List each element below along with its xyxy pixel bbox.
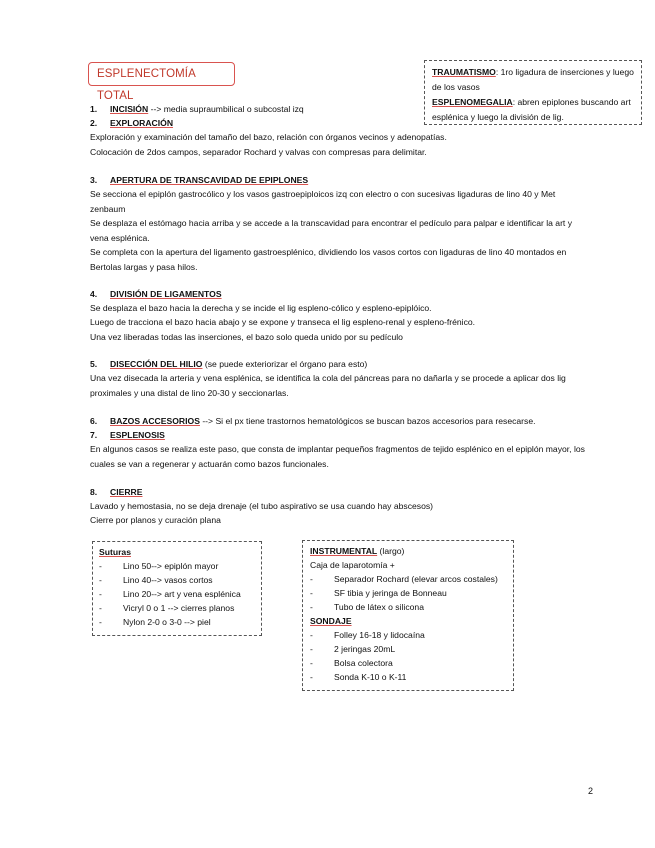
sondaje-item: [310, 628, 506, 642]
instrumental-item-text: Separador Rochard (elevar arcos costales): [334, 574, 498, 584]
instrumental-heading: [310, 544, 506, 558]
sutura-item: [99, 601, 255, 615]
sondaje-item-text: Sonda K-10 o K-11: [334, 672, 407, 682]
instrumental-item-text: SF tibia y jeringa de Bonneau: [334, 588, 447, 598]
section-3-paragraph-3: Se completa con la apertura del ligamento gastroesplénico, dividiendo los vasos cortos con ligaduras de lino 40 montados en Bertolas largas y pasa hilos.: [90, 247, 567, 272]
section-7-num: 7.: [90, 430, 98, 440]
instrumental-title-rest: (largo): [377, 546, 405, 556]
section-7-heading: [90, 428, 165, 443]
section-8-heading: [90, 485, 142, 500]
section-5-title: DISECCIÓN DEL HILIO: [110, 359, 203, 369]
section-6-title: BAZOS ACCESORIOS: [110, 416, 200, 426]
section-8-line-2: Cierre por planos y curación plana: [90, 515, 221, 525]
sutura-item-text: Nylon 2-0 o 3-0 --> piel: [123, 617, 211, 627]
bullet: -: [310, 588, 313, 598]
sutura-item: [99, 587, 255, 601]
section-8-line-1: Lavado y hemostasia, no se deja drenaje (el tubo aspirativo se usa cuando hay abscesos): [90, 501, 434, 511]
section-2-line-1: Exploración y examinación del tamaño del bazo, relación con órganos vecinos y adenopatías.: [90, 132, 447, 142]
sutura-item: [99, 573, 255, 587]
sondaje-item: [310, 670, 506, 684]
section-5-heading: [90, 357, 367, 372]
sutura-item-text: Lino 40--> vasos cortos: [123, 575, 213, 585]
section-3-title: APERTURA DE TRANSCAVIDAD DE EPIPLONES: [110, 175, 309, 185]
section-1-num: 1.: [90, 104, 98, 114]
suturas-title: Suturas: [99, 547, 131, 557]
bullet: -: [99, 561, 102, 571]
section-4-line-1: Se desplaza el bazo hacia la derecha y se incide el lig espleno-cólico y espleno-epiplóico.: [90, 303, 432, 313]
section-3-heading: [90, 173, 308, 188]
instrumental-item-text: Tubo de látex o silicona: [334, 602, 424, 612]
traumatismo-text: : 1ro ligadura de inserciones y luego de los vasos: [432, 67, 634, 92]
section-2-line-2: Colocación de 2dos campos, separador Rochard y valvas con compresas para delimitar.: [90, 147, 427, 157]
section-2-title: EXPLORACIÓN: [110, 118, 174, 128]
sondaje-item-text: Bolsa colectora: [334, 658, 393, 668]
suturas-box: [92, 541, 262, 636]
bullet: -: [310, 672, 313, 682]
bullet: -: [99, 603, 102, 613]
bullet: -: [99, 589, 102, 599]
sutura-item-text: Lino 20--> art y vena esplénica: [123, 589, 241, 599]
section-1-title: INCISIÓN: [110, 104, 149, 114]
bullet: -: [99, 617, 102, 627]
bullet: -: [310, 658, 313, 668]
sondaje-item: [310, 642, 506, 656]
bullet: -: [310, 574, 313, 584]
section-1: [90, 102, 304, 117]
sondaje-item-text: Folley 16-18 y lidocaína: [334, 630, 425, 640]
section-5-rest: (se puede exteriorizar el órgano para esto): [202, 359, 368, 369]
section-2-num: 2.: [90, 118, 98, 128]
bullet: -: [310, 602, 313, 612]
document-title: ESPLENECTOMÍA TOTAL: [88, 62, 235, 86]
instrumental-item: [310, 586, 506, 600]
section-4-line-2: Luego de tracciona el bazo hacia abajo y se expone y transeca el lig espleno-renal y espleno-frénico.: [90, 317, 476, 327]
section-8-title: CIERRE: [110, 487, 143, 497]
note-box: [424, 60, 642, 125]
section-4-line-3: Una vez liberadas todas las inserciones, el bazo solo queda unido por su pedículo: [90, 332, 403, 342]
section-7-paragraph: En algunos casos se realiza este paso, que consta de implantar pequeños fragmentos de tejido esplénico en el epiplón mayor, los cuales se van a regenerar y actuarán como bazos funcionales.: [90, 444, 585, 469]
sutura-item-text: Lino 50--> epiplón mayor: [123, 561, 219, 571]
sutura-item: [99, 615, 255, 629]
section-3-num: 3.: [90, 175, 98, 185]
sondaje-title: SONDAJE: [310, 616, 352, 626]
section-4-num: 4.: [90, 289, 98, 299]
section-5-paragraph: Una vez disecada la arteria y vena esplénica, se identifica la cola del páncreas para no dañarla y se procede a aplicar dos lig proximales y una distal de lino 20-30 y seccionarlas.: [90, 373, 566, 398]
traumatismo-label: TRAUMATISMO: [432, 67, 496, 77]
instrumental-box: [302, 540, 514, 691]
section-6: [90, 414, 536, 429]
bullet: -: [310, 630, 313, 640]
sondaje-item: [310, 656, 506, 670]
esplenomegalia-label: ESPLENOMEGALIA: [432, 97, 513, 107]
section-3-paragraph-1: Se secciona el epiplón gastrocólico y los vasos gastroepiploicos izq con electro o con sucesivas ligaduras de lino 40 y Met zenbaum: [90, 189, 556, 214]
instrumental-item: [310, 572, 506, 586]
section-8-num: 8.: [90, 487, 98, 497]
bullet: -: [310, 644, 313, 654]
section-6-rest: --> Si el px tiene trastornos hematológicos se buscan bazos accesorios para resecarse.: [199, 416, 536, 426]
esplenomegalia-text: : abren epiplones buscando art esplénica y luego la división de lig.: [432, 97, 631, 122]
sondaje-item-text: 2 jeringas 20mL: [334, 644, 396, 654]
section-4-heading: [90, 287, 222, 302]
sutura-item-text: Vicryl 0 o 1 --> cierres planos: [123, 603, 235, 613]
sutura-item: [99, 559, 255, 573]
instrumental-caja: Caja de laparotomía +: [310, 560, 395, 570]
section-4-title: DIVISIÓN DE LIGAMENTOS: [110, 289, 222, 299]
instrumental-title: INSTRUMENTAL: [310, 546, 378, 556]
section-3-paragraph-2: Se desplaza el estómago hacia arriba y se accede a la transcavidad para encontrar el pedículo para palpar e identificar la art y vena esplénica.: [90, 218, 573, 243]
section-1-rest: --> media supraumbilical o subcostal izq: [148, 104, 304, 114]
page-number: 2: [588, 786, 594, 796]
section-2-heading: [90, 116, 173, 131]
section-6-num: 6.: [90, 416, 98, 426]
section-5-num: 5.: [90, 359, 98, 369]
instrumental-item: [310, 600, 506, 614]
section-7-title: ESPLENOSIS: [110, 430, 165, 440]
bullet: -: [99, 575, 102, 585]
